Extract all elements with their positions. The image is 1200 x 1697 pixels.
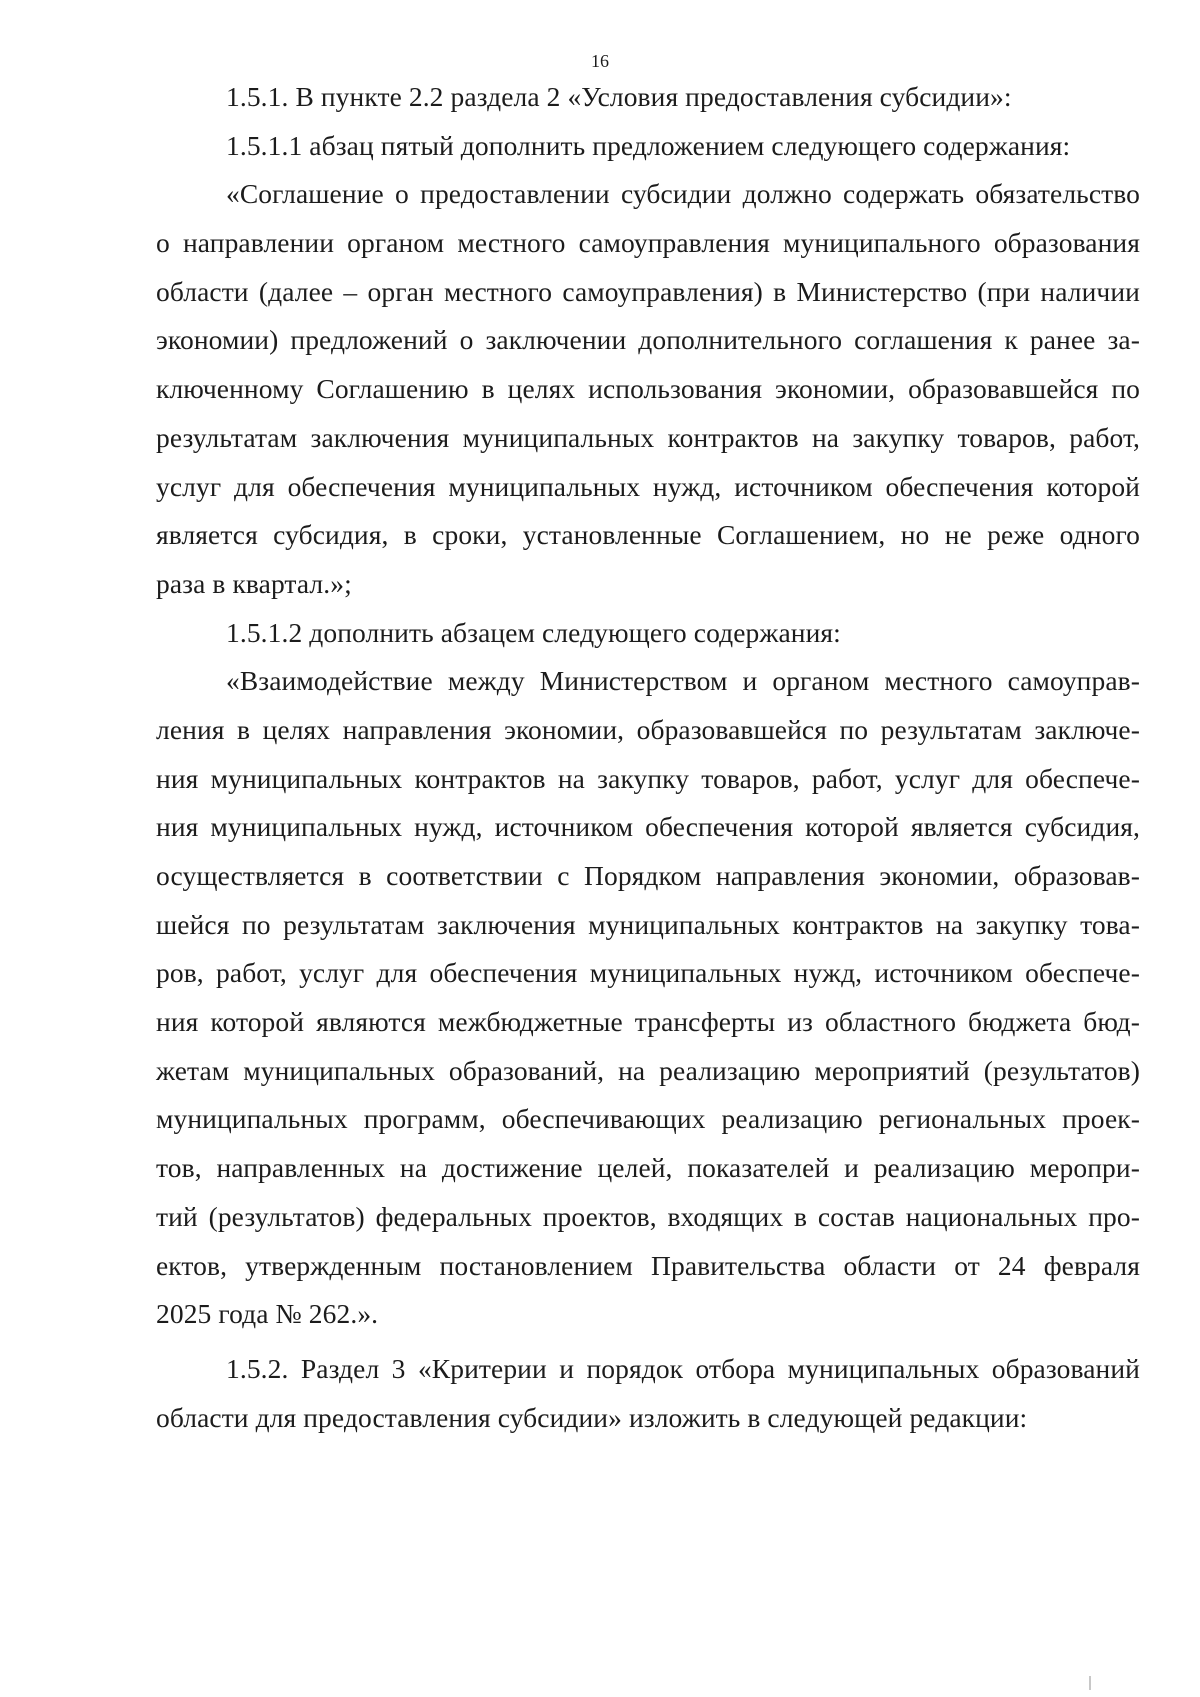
paragraph-line: ления в целях направления экономии, образовавшейся по результатам заключе- (156, 713, 1140, 745)
paragraph-line: раза в квартал.»; (156, 567, 352, 599)
paragraph-line: жетам муниципальных образований, на реализацию мероприятий (результатов) (156, 1054, 1140, 1086)
paragraph-line: области (далее – орган местного самоуправления) в Министерство (при наличии (156, 275, 1140, 307)
paragraph-line: ния муниципальных нужд, источником обеспечения которой является субсидия, (156, 811, 1140, 843)
paragraph-line: тов, направленных на достижение целей, показателей и реализацию меропри- (156, 1152, 1140, 1184)
paragraph-line: является субсидия, в сроки, установленные Соглашением, но не реже одного (156, 519, 1140, 551)
paragraph-line: ектов, утвержденным постановлением Правительства области от 24 февраля (156, 1249, 1140, 1281)
scan-edge-mark (1089, 1676, 1091, 1690)
paragraph-line: ния которой являются межбюджетные трансферты из областного бюджета бюд- (156, 1006, 1140, 1038)
paragraph-line: «Взаимодействие между Министерством и органом местного самоуправ- (226, 665, 1140, 697)
paragraph-line: 1.5.1.2 дополнить абзацем следующего содержания: (226, 616, 841, 648)
paragraph-line: 1.5.1. В пункте 2.2 раздела 2 «Условия предоставления субсидии»: (226, 81, 1012, 112)
paragraph-line: о направлении органом местного самоуправления муниципального образования (156, 227, 1140, 259)
paragraph-line: 1.5.1.1 абзац пятый дополнить предложением следующего содержания: (226, 129, 1071, 161)
paragraph-line: осуществляется в соответствии с Порядком направления экономии, образовав- (156, 860, 1140, 891)
paragraph-line: «Соглашение о предоставлении субсидии должно содержать обязательство (226, 178, 1140, 210)
paragraph-line: экономии) предложений о заключении дополнительного соглашения к ранее за- (156, 324, 1140, 356)
paragraph-line: ров, работ, услуг для обеспечения муниципальных нужд, источником обеспече- (156, 957, 1140, 989)
paragraph-line: области для предоставления субсидии» изложить в следующей редакции: (156, 1401, 1028, 1433)
paragraph-line: ния муниципальных контрактов на закупку товаров, работ, услуг для обеспече- (156, 762, 1140, 794)
paragraph-line: тий (результатов) федеральных проектов, входящих в состав национальных про- (156, 1200, 1140, 1232)
page-number: 16 (591, 51, 609, 71)
paragraph-line: муниципальных программ, обеспечивающих реализацию региональных проек- (156, 1103, 1140, 1135)
paragraph-line: 1.5.2. Раздел 3 «Критерии и порядок отбора муниципальных образований (226, 1352, 1140, 1384)
paragraph-line: ключенному Соглашению в целях использования экономии, образовавшейся по (156, 373, 1140, 405)
paragraph-line: услуг для обеспечения муниципальных нужд, источником обеспечения которой (156, 470, 1140, 502)
document-body (156, 73, 1140, 1442)
paragraph-line: шейся по результатам заключения муниципальных контрактов на закупку това- (156, 908, 1140, 940)
paragraph-line: результатам заключения муниципальных контрактов на закупку товаров, работ, (156, 421, 1140, 453)
paragraph-line: 2025 года № 262.». (156, 1298, 379, 1330)
